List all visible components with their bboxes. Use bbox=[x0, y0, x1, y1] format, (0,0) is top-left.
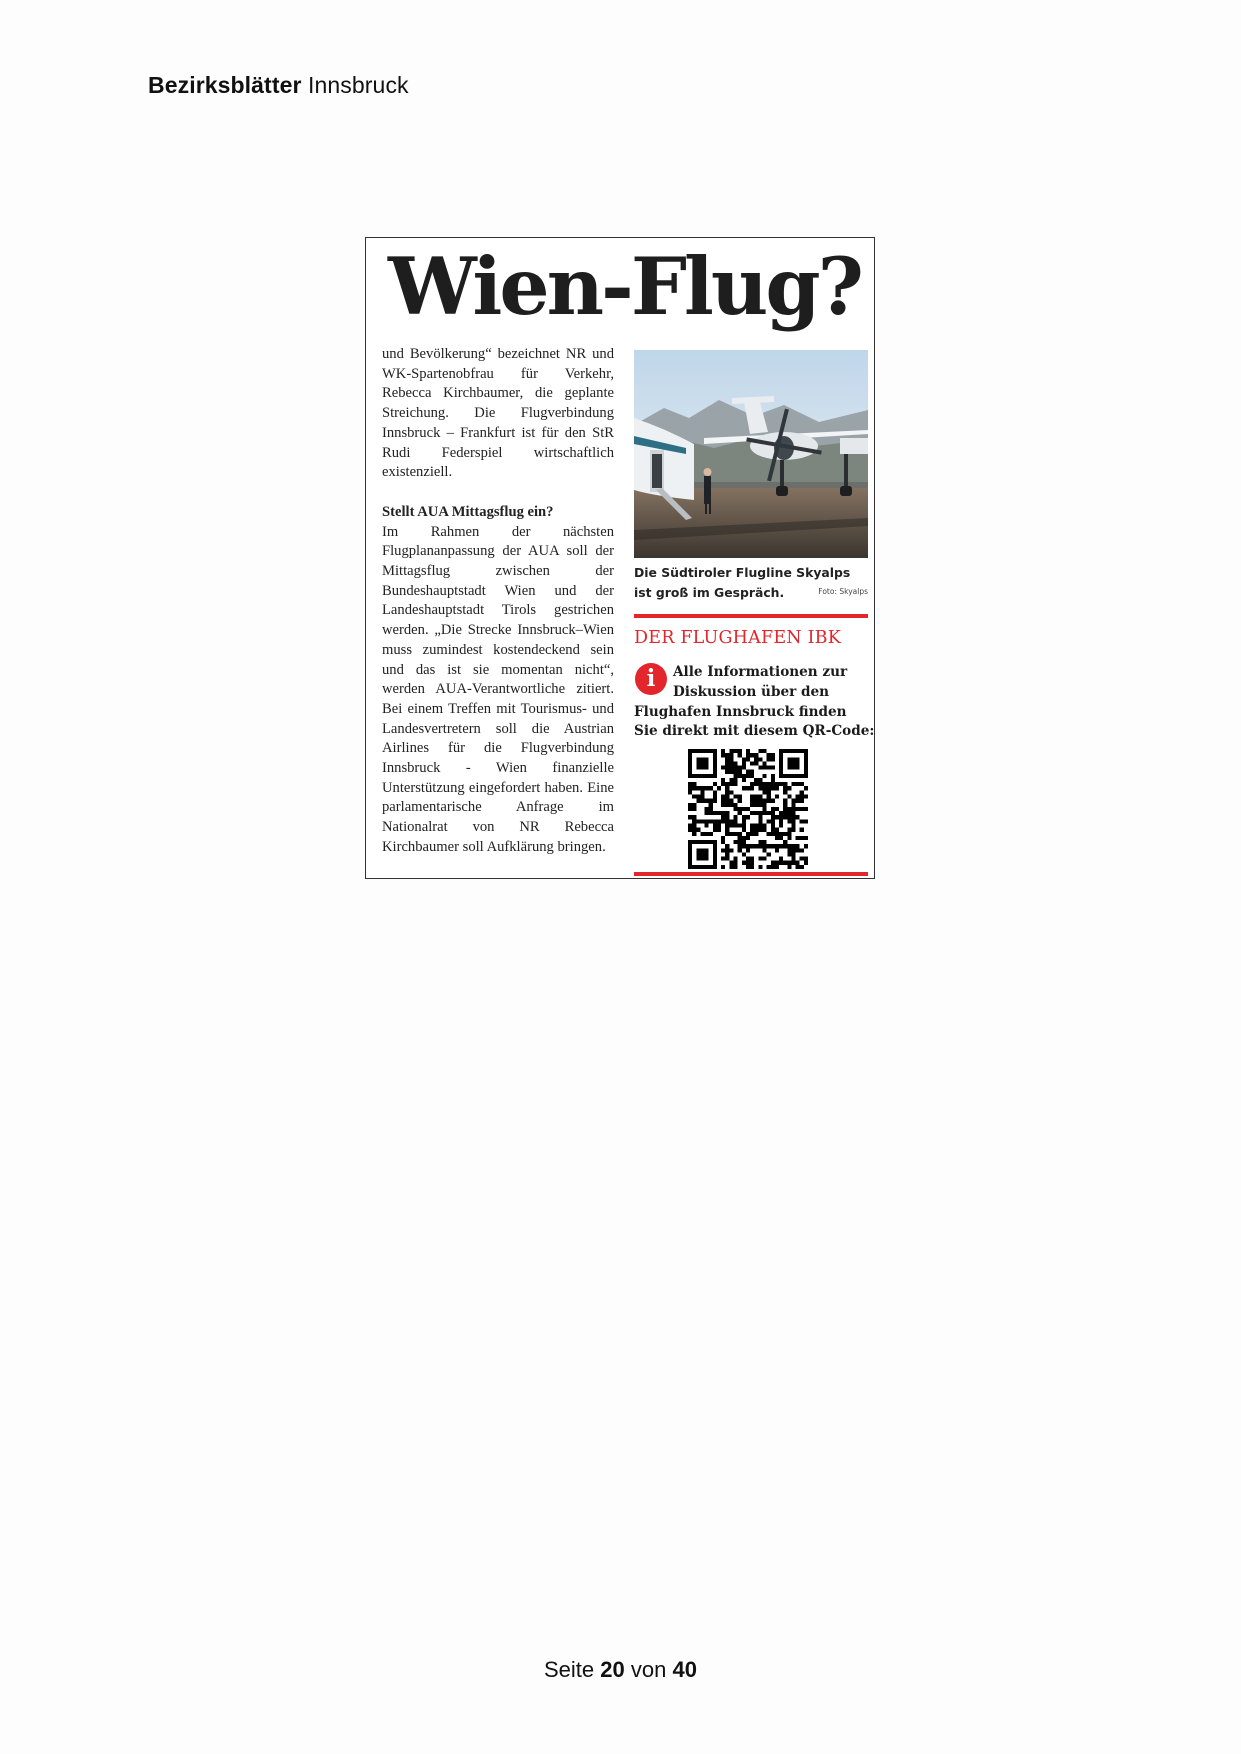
infobox-title: DER FLUGHAFEN IBK bbox=[634, 628, 842, 648]
article-body-paragraph: Im Rahmen der nächsten Flugplananpassung der AUA soll der Mittagsflug zwischen der Bundeshauptstadt Wien und der Landeshauptstadt Tirols gestrichen werden. „Die Strecke Innsbruck–Wien muss zumindest kostendeckend sein und das ist sie momentan nicht“, werden AUA-Verantwortliche zitiert. Bei einem Treffen mit Tourismus- und Landesvertretern soll die Austrian Airlines für die Flugverbindung Innsbruck - Wien finanzielle Unterstützung eingefordert haben. Eine parlamentarische Anfrage im Nationalrat von NR Rebecca Kirchbaumer soll Aufklärung bringen. bbox=[382, 523, 614, 855]
infobox-text-line: Sie direkt mit diesem QR-Code: bbox=[634, 723, 875, 740]
page-header bbox=[148, 72, 409, 99]
photo-caption-text: Die Südtiroler Flugline Skyalps ist groß im Gespräch. bbox=[634, 565, 851, 600]
infobox-text-line: Alle Informationen zur bbox=[673, 664, 848, 680]
article-intro-paragraph: und Bevölkerung“ bezeichnet NR und WK-Spartenobfrau für Verkehr, Rebecca Kirchbaumer, die geplante Streichung. Die Flugverbindung Innsbruck – Frankfurt ist für den StR Rudi Federspiel wirtschaftlich existenziell. bbox=[382, 346, 614, 481]
airplane-photo-illustration bbox=[634, 350, 868, 558]
article-headline: Wien-Flug? bbox=[388, 240, 861, 333]
qr-code[interactable] bbox=[688, 749, 808, 869]
photo-credit: Foto: Skyalps bbox=[818, 586, 868, 596]
article-text-column bbox=[382, 345, 614, 858]
infobox-text-line: Flughafen Innsbruck finden bbox=[634, 703, 847, 720]
publication-name: Bezirksblätter bbox=[148, 72, 302, 98]
article-subheading: Stellt AUA Mittagsflug ein? bbox=[382, 503, 554, 520]
page-number-prefix: Seite bbox=[544, 1657, 595, 1682]
infobox-text-line: Diskussion über den bbox=[673, 683, 830, 700]
infobox-text bbox=[634, 663, 874, 742]
page-footer bbox=[0, 1657, 1241, 1683]
article-photo-airplane bbox=[634, 350, 868, 558]
page-number-middle: von bbox=[630, 1657, 667, 1682]
newspaper-clipping bbox=[365, 237, 875, 879]
infobox-top-rule bbox=[634, 614, 868, 618]
infobox-bottom-rule bbox=[634, 872, 868, 876]
current-page-number: 20 bbox=[600, 1657, 625, 1682]
qr-code-graphic bbox=[688, 749, 808, 869]
info-icon: i bbox=[635, 663, 667, 695]
publication-region: Innsbruck bbox=[308, 72, 409, 98]
photo-caption bbox=[634, 563, 868, 602]
total-page-count: 40 bbox=[672, 1657, 697, 1682]
